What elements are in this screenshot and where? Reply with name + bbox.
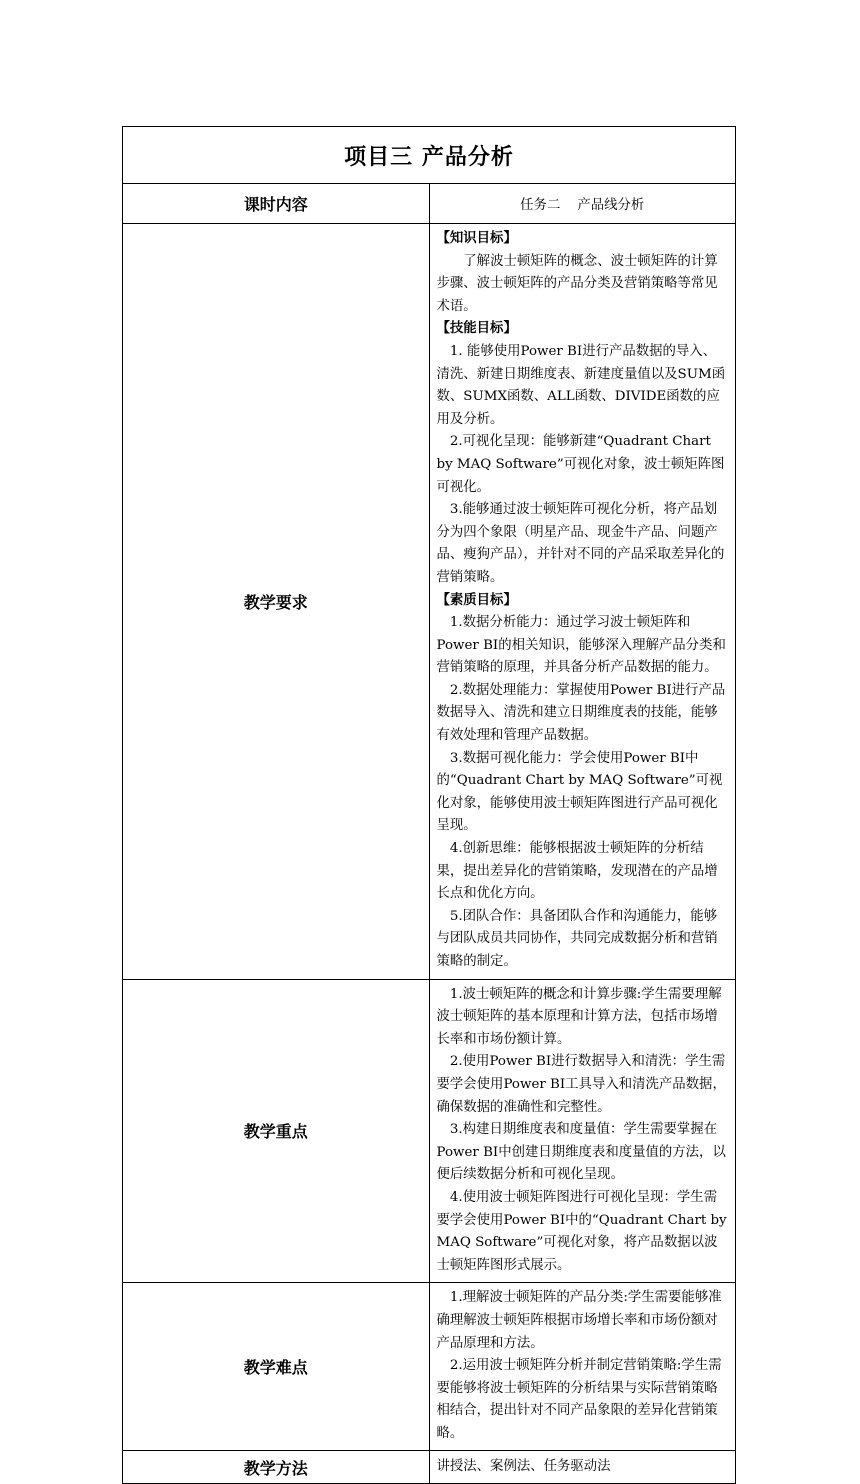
key-points-content	[429, 979, 736, 1283]
key-point-item: 3.构建日期维度表和度量值：学生需要掌握在Power BI中创建日期维度表和度量值的方法，以便后续数据分析和可视化呈现。	[436, 1122, 726, 1183]
key-points-row	[123, 979, 736, 1283]
methods-content: 讲授法、案例法、任务驱动法	[429, 1451, 736, 1484]
lesson-label: 课时内容	[123, 184, 430, 224]
title-row	[123, 127, 736, 184]
knowledge-text: 了解波士顿矩阵的概念、波士顿矩阵的计算步骤、波士顿矩阵的产品分类及营销策略等常见术语。	[436, 253, 718, 314]
skill-heading: 【技能目标】	[436, 321, 517, 337]
quality-heading: 【素质目标】	[436, 592, 517, 608]
lesson-row	[123, 184, 736, 224]
methods-row	[123, 1451, 736, 1484]
difficulty-item: 1.理解波士顿矩阵的产品分类:学生需要能够准确理解波士顿矩阵根据市场增长率和市场份额对产品原理和方法。	[436, 1290, 722, 1351]
page-title: 项目三 产品分析	[123, 127, 736, 184]
lesson-content: 任务二 产品线分析	[429, 184, 736, 224]
difficulties-content	[429, 1283, 736, 1451]
lesson-plan-table	[122, 126, 736, 1484]
difficulties-row	[123, 1283, 736, 1451]
difficulties-label: 教学难点	[123, 1283, 430, 1451]
skill-item: 2.可视化呈现：能够新建“Quadrant Chart by MAQ Software”可视化对象，波士顿矩阵图可视化。	[436, 434, 725, 495]
key-point-item: 4.使用波士顿矩阵图进行可视化呈现：学生需要学会使用Power BI中的“Quadrant Chart by MAQ Software”可视化对象，将产品数据以波士顿矩阵图形式展示。	[436, 1189, 727, 1273]
requirements-row	[123, 224, 736, 980]
difficulty-item: 2.运用波士顿矩阵分析并制定营销策略:学生需要能够将波士顿矩阵的分析结果与实际营销策略相结合，提出针对不同产品象限的差异化营销策略。	[436, 1358, 722, 1441]
key-points-label: 教学重点	[123, 979, 430, 1283]
knowledge-heading: 【知识目标】	[436, 231, 517, 246]
requirements-content	[429, 224, 736, 980]
requirements-label: 教学要求	[123, 224, 430, 980]
quality-item: 2.数据处理能力：掌握使用Power BI进行产品数据导入、清洗和建立日期维度表的技能，能够有效处理和管理产品数据。	[436, 682, 726, 744]
quality-item: 4.创新思维：能够根据波士顿矩阵的分析结果，提出差异化的营销策略，发现潜在的产品增长点和优化方向。	[436, 841, 718, 902]
skill-item: 3.能够通过波士顿矩阵可视化分析，将产品划分为四个象限（明星产品、现金牛产品、问题产品、瘦狗产品），并针对不同的产品采取差异化的营销策略。	[436, 502, 725, 585]
quality-item: 3.数据可视化能力：学会使用Power BI中的“Quadrant Chart by MAQ Software”可视化对象，能够使用波士顿矩阵图进行产品可视化呈现。	[436, 750, 723, 834]
quality-item: 1.数据分析能力：通过学习波士顿矩阵和Power BI的相关知识，能够深入理解产品分类和营销策略的原理，并具备分析产品数据的能力。	[436, 615, 726, 676]
key-point-item: 2.使用Power BI进行数据导入和清洗：学生需要学会使用Power BI工具导入和清洗产品数据，确保数据的准确性和完整性。	[436, 1054, 726, 1115]
skill-item: 1. 能够使用Power BI进行产品数据的导入、清洗、新建日期维度表、新建度量值以及SUM函数、SUMX函数、ALL函数、DIVIDE函数的应用及分析。	[436, 343, 726, 427]
key-point-item: 1.波士顿矩阵的概念和计算步骤:学生需要理解波士顿矩阵的基本原理和计算方法，包括市场增长率和市场份额计算。	[436, 986, 722, 1047]
quality-item: 5.团队合作：具备团队合作和沟通能力，能够与团队成员共同协作，共同完成数据分析和营销策略的制定。	[436, 908, 718, 969]
methods-label: 教学方法	[123, 1451, 430, 1484]
